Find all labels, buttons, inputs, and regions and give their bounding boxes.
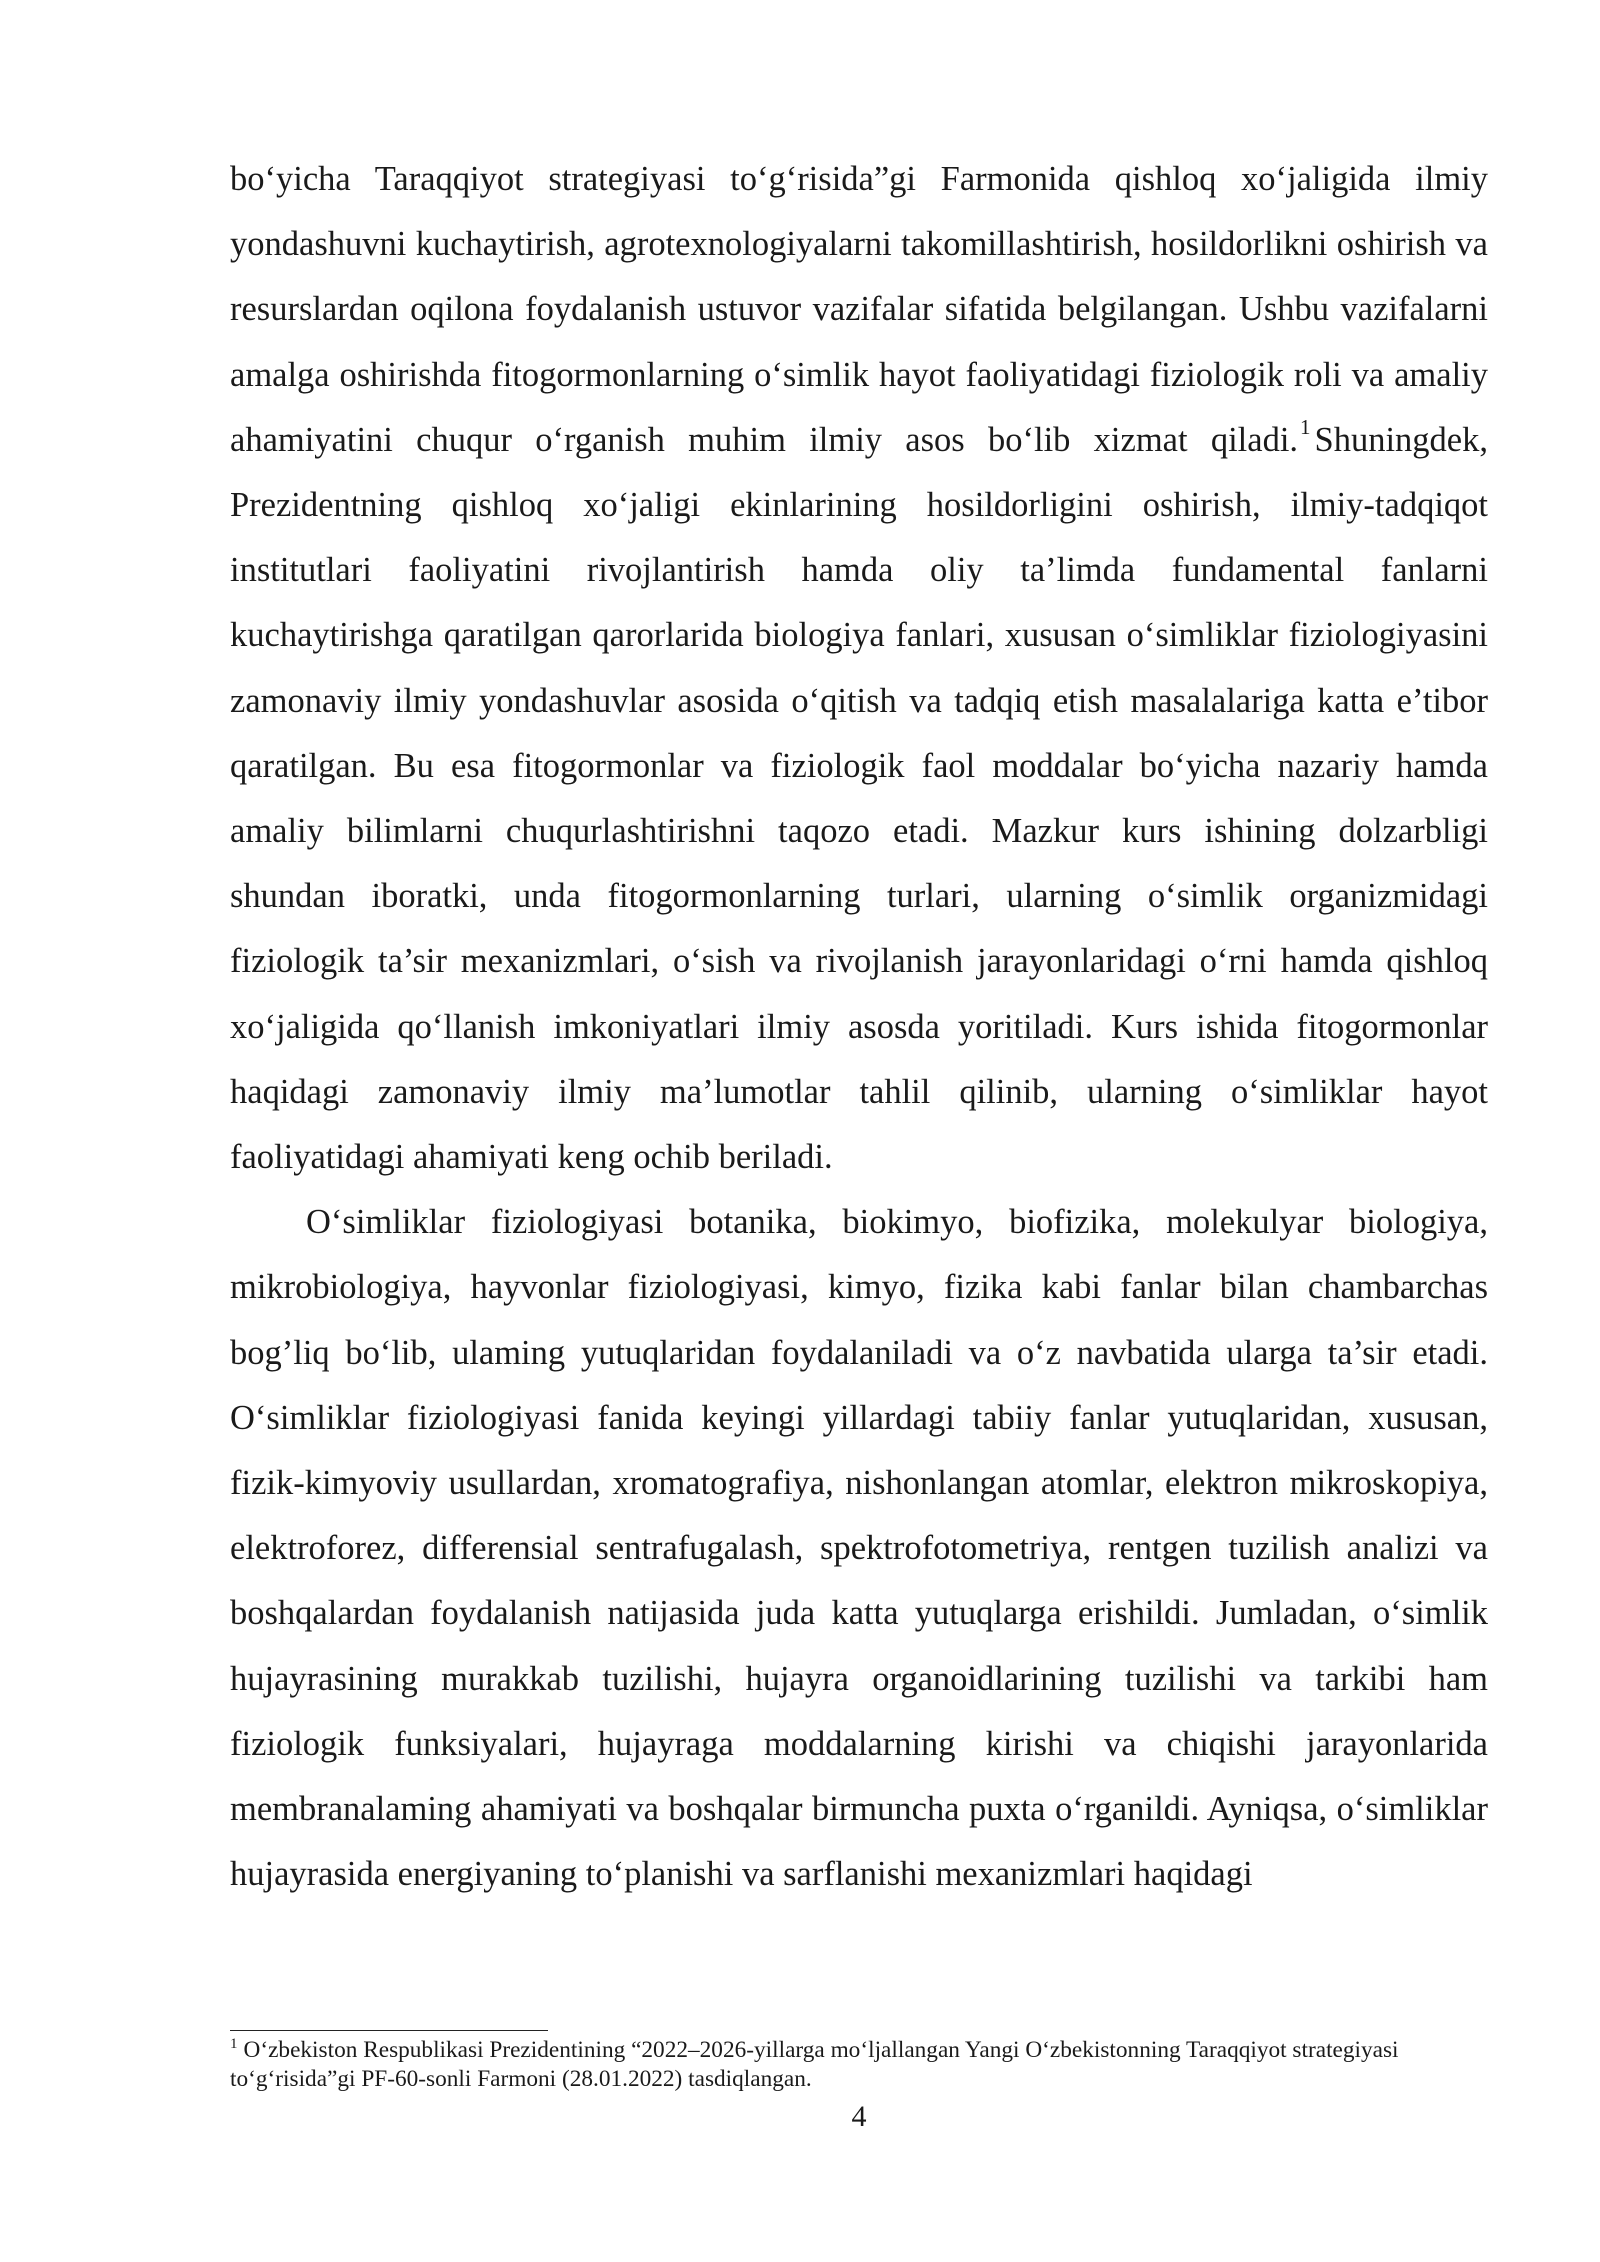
footnote xyxy=(230,2036,1492,2094)
footnote-reference: 1 xyxy=(1300,415,1311,440)
paragraph-1 xyxy=(230,147,1488,1190)
footnote-text: O‘zbekiston Respublikasi Prezidentining “2022–2026-yillarga mo‘ljallangan Yangi O‘zbekistonning Taraqqiyot strategiyasi to‘g‘risida”gi PF-60-sonli Farmoni (28.01.2022) tasdiqlangan. xyxy=(230,2037,1399,2092)
paragraph-2: O‘simliklar fiziologiyasi botanika, biokimyo, biofizika, molekulyar biologiya, mikrobiologiya, hayvonlar fiziologiyasi, kimyo, fizika kabi fanlar bilan chambarchas bog’liq bo‘lib, ulaming yutuqlaridan foydalaniladi va o‘z navbatida ularga ta’sir etadi. O‘simliklar fiziologiyasi fanida keyingi yillardagi tabiiy fanlar yutuqlaridan, xususan, fizik-kimyoviy usullardan, xromatografiya, nishonlangan atomlar, elektron mikroskopiya, elektroforez, differensial sentrafugalash, spektrofotometriya, rentgen tuzilish analizi va boshqalardan foydalanish natijasida juda katta yutuqlarga erishildi. Jumladan, o‘simlik hujayrasining murakkab tuzilishi, hujayra organoidlarining tuzilishi va tarkibi ham fiziologik funksiyalari, hujayraga moddalarning kirishi va chiqishi jarayonlarida membranalaming ahamiyati va boshqalar birmuncha puxta o‘rganildi. Ayniqsa, o‘simliklar hujayrasida energiyaning to‘planishi va sarflanishi mexanizmlari haqidagi xyxy=(230,1203,1488,1894)
paragraph-1-part-1: bo‘yicha Taraqqiyot strategiyasi to‘g‘risida”gi Farmonida qishloq xo‘jaligida ilmiy yondashuvni kuchaytirish, agrotexnologiyalarni takomillashtirish, hosildorlikni oshirish va resurslardan oqilona foydalanish ustuvor vazifalar sifatida belgilangan. Ushbu vazifalarni amalga oshirishda fitogormonlarning o‘simlik hayot faoliyatidagi fiziologik roli va amaliy ahamiyatini chuqur o‘rganish muhim ilmiy asos bo‘lib xizmat qiladi. xyxy=(230,160,1488,459)
body-text xyxy=(230,147,1488,1907)
paragraph-1-part-2: Shuningdek, Prezidentning qishloq xo‘jaligi ekinlarining hosildorligini oshirish, ilmiy-tadqiqot institutlari faoliyatini rivojlantirish hamda oliy ta’limda fundamental fanlarni kuchaytirishga qaratilgan qarorlarida biologiya fanlari, xususan o‘simliklar fiziologiyasini zamonaviy ilmiy yondashuvlar asosida o‘qitish va tadqiq etish masalalariga katta e’tibor qaratilgan. Bu esa fitogormonlar va fiziologik faol moddalar bo‘yicha nazariy hamda amaliy bilimlarni chuqurlashtirishni taqozo etadi. Mazkur kurs ishining dolzarbligi shundan iboratki, unda fitogormonlarning turlari, ularning o‘simlik organizmidagi fiziologik ta’sir mexanizmlari, o‘sish va rivojlanish jarayonlaridagi o‘rni hamda qishloq xo‘jaligida qo‘llanish imkoniyatlari ilmiy asosda yoritiladi. Kurs ishida fitogormonlar haqidagi zamonaviy ilmiy ma’lumotlar tahlil qilinib, ularning o‘simliklar hayot faoliyatidagi ahamiyati keng ochib beriladi. xyxy=(230,420,1488,1177)
page-number: 4 xyxy=(851,2100,867,2133)
footnote-separator xyxy=(230,2030,548,2031)
footnote-mark: 1 xyxy=(230,2036,238,2053)
